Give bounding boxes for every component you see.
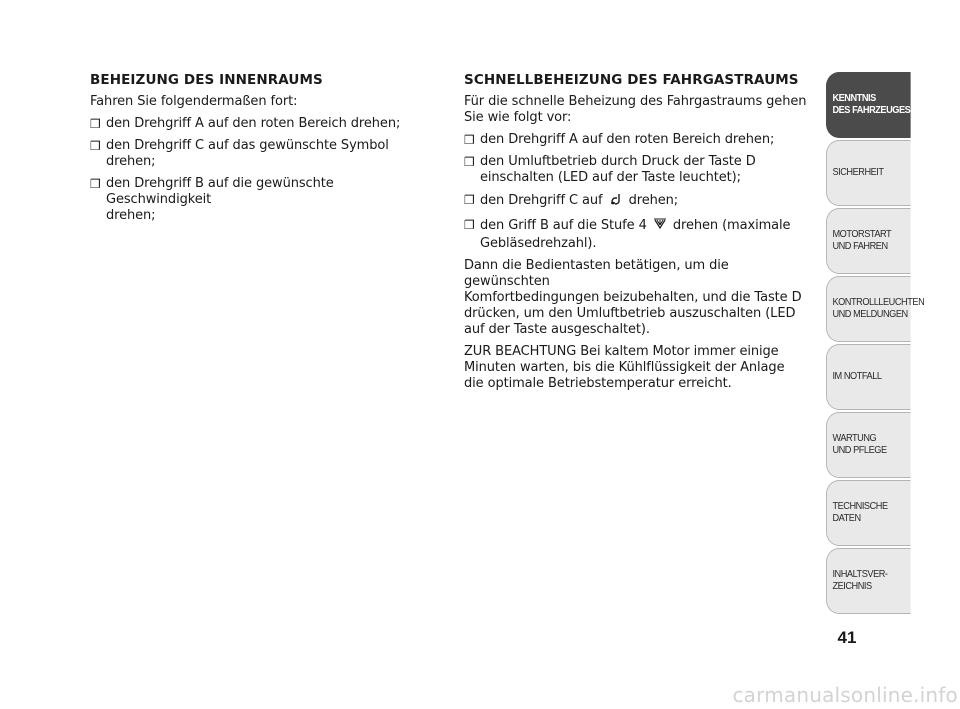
paragraph-note: ZUR BEACHTUNG Bei kaltem Motor immer einige Minuten warten, bis die Kühlflüssigkeit der Anlage die optimale Betriebstemperatur erreicht.	[464, 344, 785, 391]
list-item	[90, 138, 440, 170]
page-number: 41	[837, 628, 857, 647]
left-column	[90, 72, 440, 230]
tab-kontrollleuchten-und-meldungen[interactable]: KONTROLLLEUCHTEN UND MELDUNGEN	[826, 276, 911, 342]
list-item	[464, 192, 809, 211]
paragraph-comfort: Dann die Bedientasten betätigen, um die gewünschten Komfortbedingungen beizubehalten, und die Taste D drücken, um den Umluftbetrieb auszuschalten (LED auf der Taste ausgeschaltet).	[464, 258, 802, 337]
checkbox-bullet-icon: ❒	[90, 117, 101, 131]
tab-motorstart-und-fahren[interactable]: MOTORSTART UND FAHREN	[826, 208, 911, 274]
list-item	[464, 217, 809, 252]
checkbox-bullet-icon: ❒	[464, 218, 475, 232]
list-item	[90, 116, 440, 132]
tab-kenntnis-des-fahrzeuges[interactable]: KENNTNIS DES FAHRZEUGES	[826, 72, 911, 138]
chapter-tabs	[826, 72, 925, 616]
tab-inhaltsverzeichnis[interactable]: INHALTSVER- ZEICHNIS	[826, 548, 911, 614]
checkbox-bullet-icon: ❒	[90, 177, 101, 191]
list-item-text: den Drehgriff A auf den roten Bereich drehen;	[480, 132, 775, 147]
list-item	[464, 132, 809, 148]
checkbox-bullet-icon: ❒	[464, 193, 475, 207]
watermark: carmanualsonline.info	[732, 683, 958, 707]
tab-technische-daten[interactable]: TECHNISCHE DATEN	[826, 480, 911, 546]
list-item-text: den Griff B auf die Stufe 4 drehen (maximale	[480, 217, 809, 236]
list-item-text: drehen;	[106, 208, 156, 223]
list-item-text: den Umluftbetrieb durch Druck der Taste D	[480, 154, 756, 169]
list-item	[464, 154, 809, 186]
fan-max-icon	[653, 217, 667, 236]
tab-im-notfall[interactable]: IM NOTFALL	[826, 344, 911, 410]
list-item-text: Gebläsedrehzahl).	[480, 236, 597, 251]
list-item-text: den Drehgriff C auf das gewünschte Symbol drehen;	[106, 138, 389, 169]
tab-sicherheit[interactable]: SICHERHEIT	[826, 140, 911, 206]
intro-text: Fahren Sie folgendermaßen fort:	[90, 94, 298, 109]
list-item-text: einschalten (LED auf der Taste leuchtet);	[480, 170, 741, 185]
intro-text: Für die schnelle Beheizung des Fahrgastraums gehen Sie wie folgt vor:	[464, 94, 807, 125]
list-item	[90, 176, 440, 224]
checkbox-bullet-icon: ❒	[464, 133, 475, 147]
section-heading-quick-heating: SCHNELLBEHEIZUNG DES FAHRGASTRAUMS	[464, 72, 799, 88]
right-column	[464, 72, 809, 398]
feet-airflow-icon	[609, 192, 623, 211]
section-heading-interior-heating: BEHEIZUNG DES INNENRAUMS	[90, 72, 323, 88]
tab-wartung-und-pflege[interactable]: WARTUNG UND PFLEGE	[826, 412, 911, 478]
list-item-text: den Drehgriff A auf den roten Bereich drehen;	[106, 116, 401, 131]
list-item-text: den Drehgriff C auf drehen;	[480, 192, 809, 211]
list-item-text: den Drehgriff B auf die gewünschte Geschwindigkeit	[106, 176, 334, 207]
checkbox-bullet-icon: ❒	[90, 139, 101, 153]
checkbox-bullet-icon: ❒	[464, 155, 475, 169]
